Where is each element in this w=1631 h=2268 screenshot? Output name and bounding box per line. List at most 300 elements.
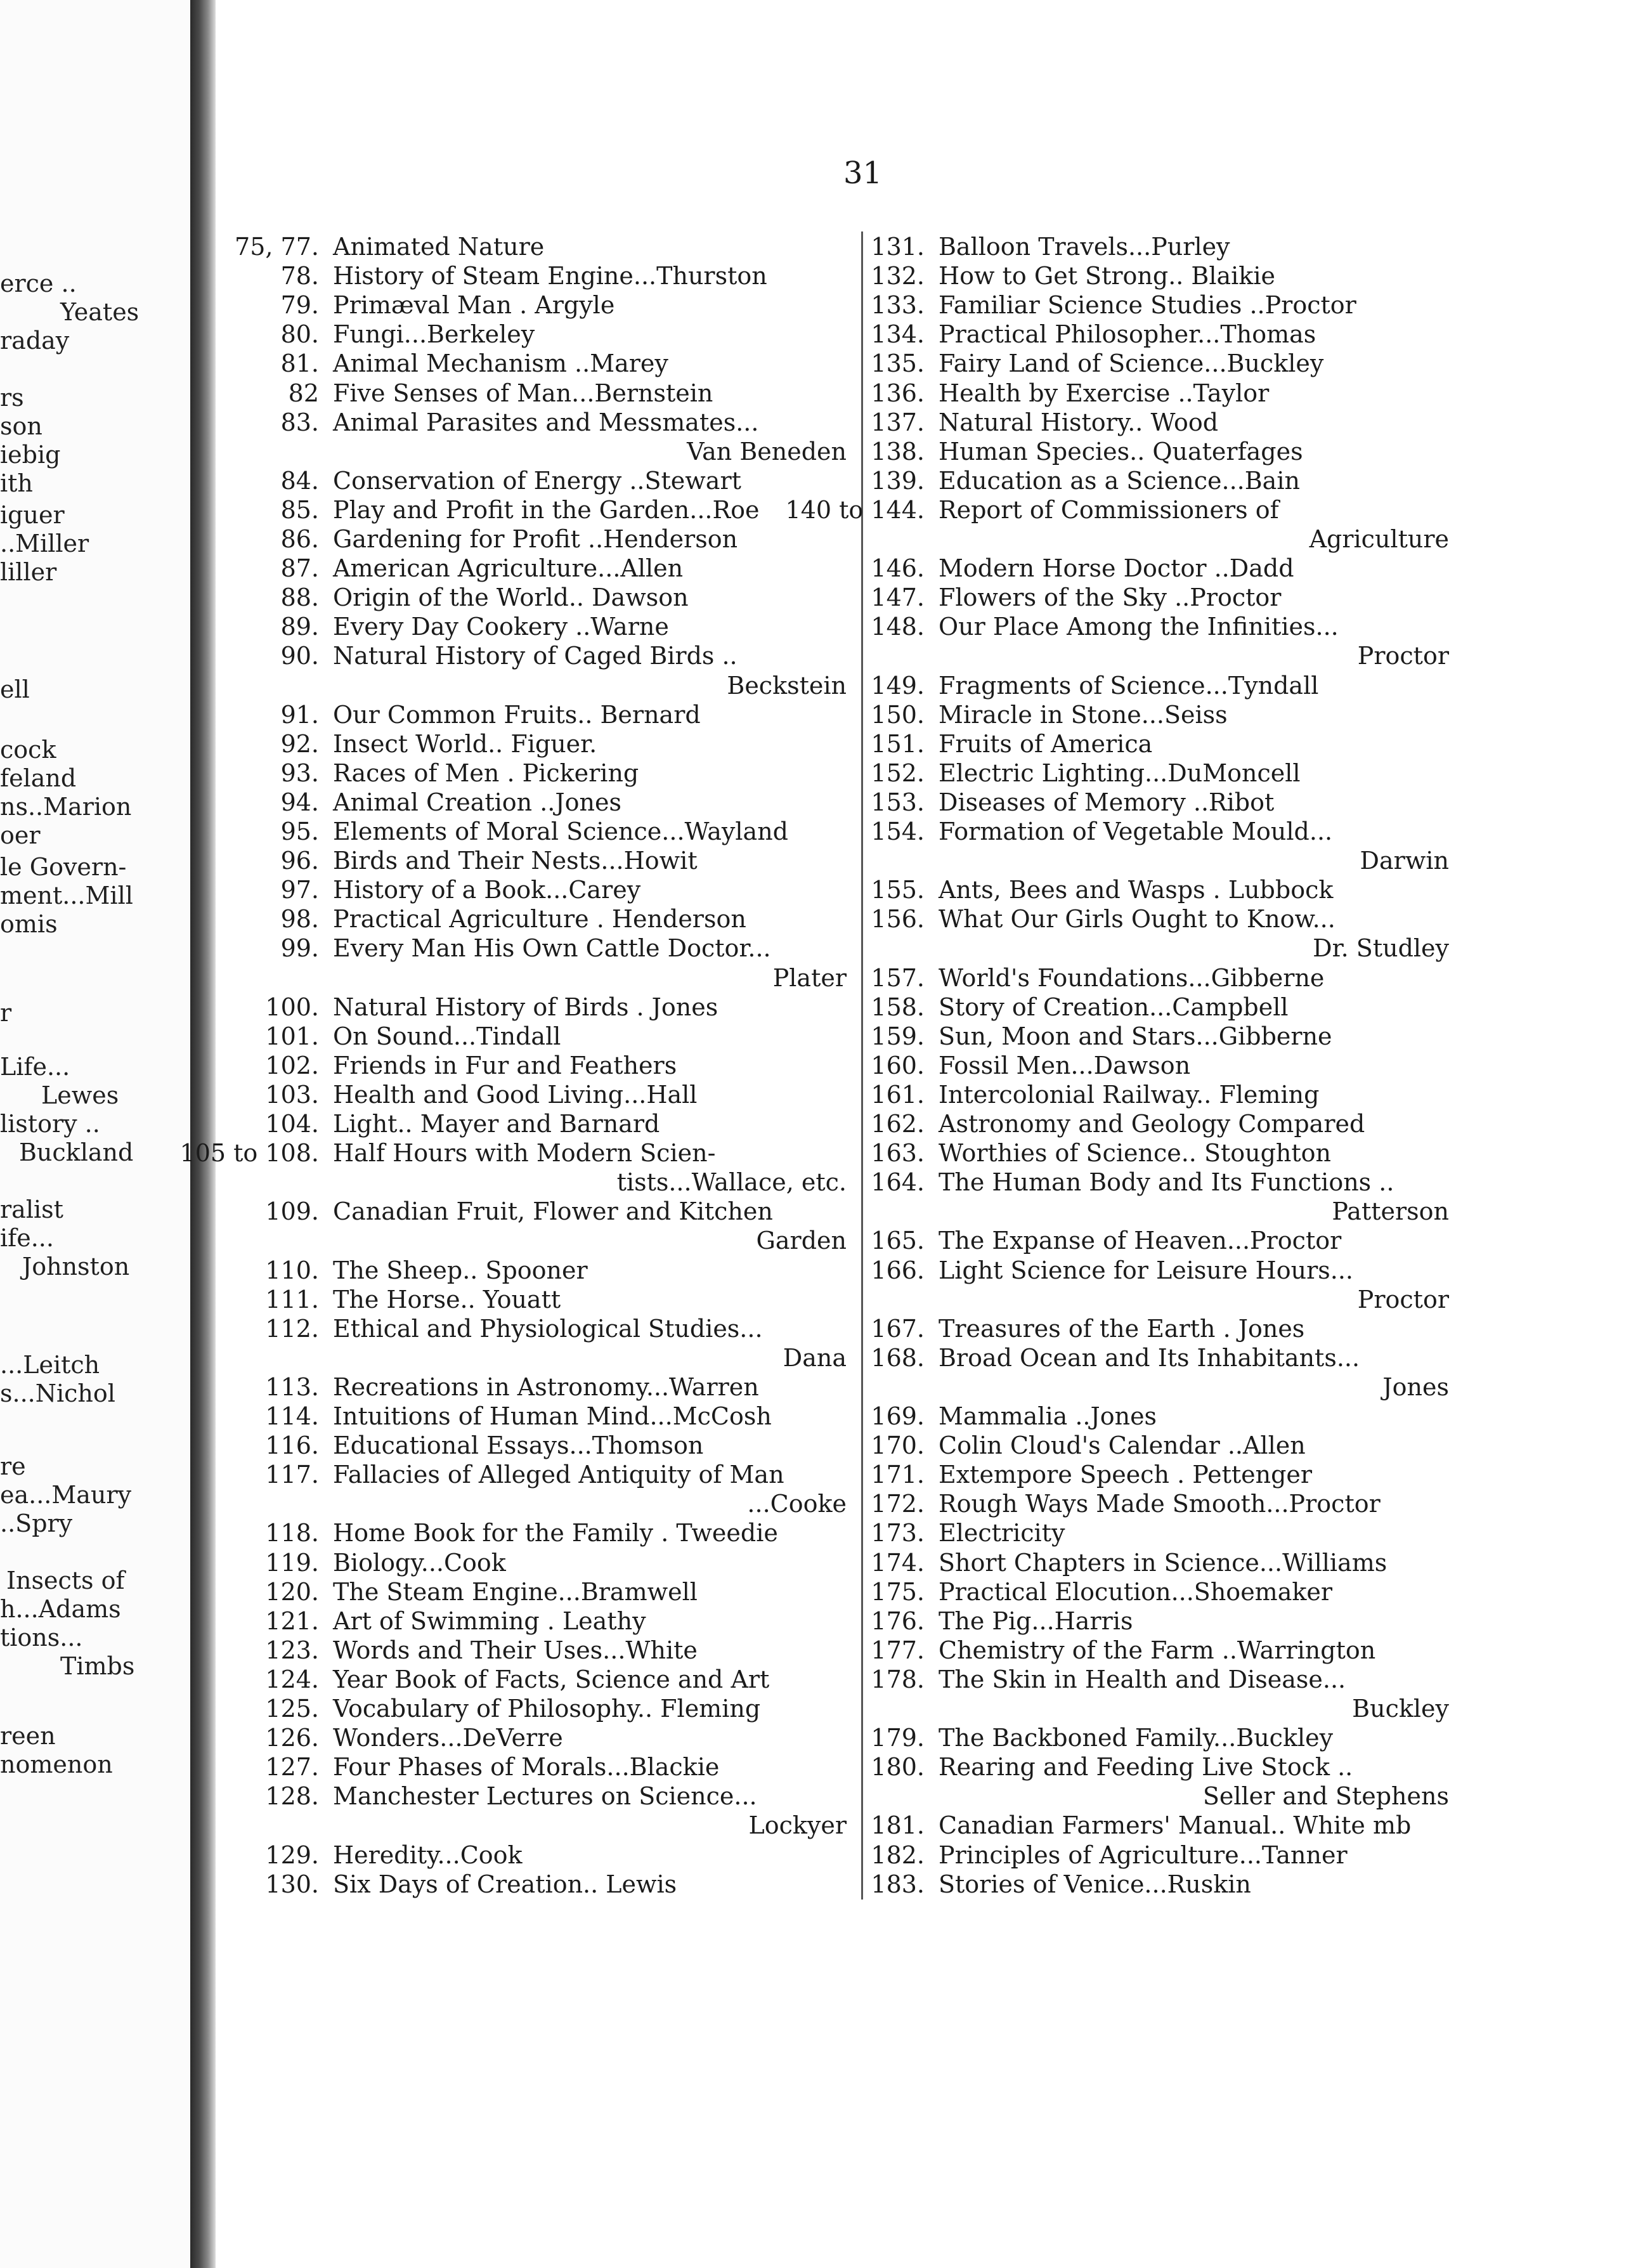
- catalogue-entry: [871, 1343, 1360, 1372]
- catalogue-entry: [280, 904, 746, 934]
- entry-number: 174.: [871, 1548, 925, 1577]
- catalogue-entry: [265, 1870, 677, 1899]
- entry-title: Manchester Lectures on Science...: [333, 1782, 757, 1811]
- entry-author-continuation: ...Cooke: [747, 1490, 847, 1518]
- entry-title: Health and Good Living...Hall: [333, 1080, 698, 1109]
- previous-page-text: ns..Marion: [0, 793, 132, 821]
- entry-author-continuation: Jones: [1382, 1372, 1449, 1401]
- entry-number: 180.: [871, 1753, 925, 1782]
- entry-number: 78.: [280, 262, 319, 290]
- previous-page-text: ..Miller: [0, 530, 89, 557]
- previous-page-text: s...Nichol: [0, 1379, 115, 1407]
- entry-title: History of a Book...Carey: [333, 876, 641, 904]
- catalogue-entry: [265, 1460, 784, 1489]
- entry-author-continuation: tists...Wallace, etc.: [616, 1168, 847, 1197]
- catalogue-entry: [280, 846, 698, 875]
- previous-page-text: listory ..: [0, 1110, 100, 1138]
- catalogue-entry: [280, 320, 535, 349]
- catalogue-entry: [871, 1109, 1365, 1138]
- entry-title: Origin of the World.. Dawson: [333, 583, 689, 612]
- entry-number: 163.: [871, 1139, 925, 1168]
- catalogue-entry: [871, 1752, 1353, 1782]
- previous-page-text: son: [0, 412, 42, 440]
- catalogue-entry: [280, 408, 759, 437]
- entry-number: 179.: [871, 1724, 925, 1752]
- previous-page-text: ife...: [0, 1224, 54, 1252]
- catalogue-entry: [871, 1168, 1394, 1197]
- entry-number: 134.: [871, 320, 925, 349]
- entry-title: Races of Men . Pickering: [333, 759, 639, 787]
- previous-page-text: tions...: [0, 1624, 83, 1652]
- entry-number: 125.: [265, 1695, 319, 1723]
- entry-title: Natural History of Caged Birds ..: [333, 642, 738, 670]
- previous-page-text: liller: [0, 558, 57, 586]
- previous-page-text: iguer: [0, 501, 65, 529]
- entry-number: 99.: [280, 934, 319, 963]
- catalogue-entry: [871, 554, 1294, 583]
- catalogue-entry: [265, 1080, 698, 1109]
- entry-number: 118.: [265, 1519, 319, 1548]
- entry-title: The Skin in Health and Disease...: [939, 1665, 1346, 1693]
- entry-number: 124.: [265, 1665, 319, 1693]
- entry-number: 116.: [265, 1431, 319, 1460]
- entry-title: Light.. Mayer and Barnard: [333, 1110, 660, 1138]
- entry-number: 119.: [265, 1548, 319, 1577]
- entry-title: Four Phases of Morals...Blackie: [333, 1753, 720, 1782]
- catalogue-entry: [265, 1051, 677, 1080]
- catalogue-entry: [265, 1841, 523, 1870]
- entry-title: Flowers of the Sky ..Proctor: [939, 583, 1282, 612]
- catalogue-entry: [265, 1197, 773, 1226]
- catalogue-entry: [871, 1870, 1251, 1899]
- entry-number: 111.: [265, 1285, 319, 1313]
- entry-number: 85.: [280, 495, 319, 524]
- catalogue-entry: [871, 1051, 1191, 1080]
- catalogue-entry: [280, 729, 597, 759]
- entry-title: Modern Horse Doctor ..Dadd: [939, 554, 1294, 583]
- entry-title: Every Day Cookery ..Warne: [333, 613, 669, 641]
- entry-title: Our Common Fruits.. Bernard: [333, 700, 701, 729]
- entry-title: Fruits of America: [939, 729, 1153, 758]
- entry-number: 105 to 108.: [179, 1139, 319, 1168]
- catalogue-entry: [871, 379, 1270, 408]
- entry-number: 92.: [280, 729, 319, 758]
- catalogue-entry: [280, 290, 615, 320]
- entry-number: 152.: [871, 759, 925, 787]
- entry-title: Six Days of Creation.. Lewis: [333, 1870, 677, 1898]
- catalogue-entry: [871, 1080, 1320, 1109]
- entry-title: The Sheep.. Spooner: [333, 1256, 588, 1284]
- catalogue-entry: [871, 320, 1316, 349]
- entry-title: Primæval Man . Argyle: [333, 291, 615, 320]
- previous-page-text: Lewes: [41, 1081, 119, 1109]
- entry-number: 109.: [265, 1197, 319, 1226]
- entry-number: 155.: [871, 876, 925, 904]
- catalogue-entry: [265, 1022, 561, 1051]
- page-number: 31: [843, 155, 883, 191]
- entry-author-continuation: Seller and Stephens: [1202, 1782, 1449, 1811]
- entry-title: Natural History.. Wood: [939, 408, 1219, 436]
- entry-number: 120.: [265, 1577, 319, 1606]
- previous-page-text: ea...Maury: [0, 1481, 132, 1509]
- catalogue-entry: [280, 641, 738, 670]
- entry-title: Year Book of Facts, Science and Art: [333, 1665, 770, 1693]
- catalogue-entry: [871, 817, 1333, 846]
- entry-title: Story of Creation...Campbell: [939, 993, 1289, 1021]
- catalogue-entry: [871, 1402, 1157, 1431]
- catalogue-entry: [871, 993, 1289, 1022]
- entry-number: 172.: [871, 1490, 925, 1518]
- entry-number: 93.: [280, 759, 319, 787]
- entry-title: The Expanse of Heaven...Proctor: [939, 1227, 1342, 1255]
- catalogue-entry: [871, 1636, 1376, 1665]
- previous-page-text: nomenon: [0, 1750, 113, 1778]
- entry-number: 103.: [265, 1080, 319, 1109]
- entry-title: Fossil Men...Dawson: [939, 1051, 1191, 1079]
- entry-number: 121.: [265, 1606, 319, 1635]
- catalogue-entry: [871, 1723, 1334, 1752]
- catalogue-entry: [871, 729, 1153, 759]
- catalogue-entry: [179, 1138, 716, 1168]
- previous-page-text: r: [0, 999, 12, 1027]
- entry-title: Play and Profit in the Garden...Roe: [333, 495, 760, 524]
- catalogue-entry: [265, 1723, 563, 1752]
- catalogue-entry: [265, 1256, 588, 1285]
- entry-author-continuation: Dr. Studley: [1313, 934, 1449, 963]
- entry-number: 177.: [871, 1636, 925, 1664]
- catalogue-entry: [871, 759, 1301, 788]
- entry-title: Familiar Science Studies ..Proctor: [939, 291, 1356, 320]
- entry-author-continuation: Van Beneden: [687, 437, 847, 466]
- entry-number: 140 to 144.: [785, 495, 925, 524]
- entry-number: 175.: [871, 1577, 925, 1606]
- previous-page-text: h...Adams: [0, 1595, 121, 1623]
- entry-number: 181.: [871, 1811, 925, 1840]
- entry-number: 123.: [265, 1636, 319, 1664]
- catalogue-entry: [265, 1577, 698, 1606]
- catalogue-entry: [265, 993, 718, 1022]
- entry-title: Principles of Agriculture...Tanner: [939, 1841, 1348, 1869]
- catalogue-entry: [871, 904, 1335, 934]
- entry-number: 127.: [265, 1753, 319, 1782]
- entry-number: 104.: [265, 1110, 319, 1138]
- entry-title: Intercolonial Railway.. Fleming: [939, 1080, 1320, 1109]
- catalogue-entry: [235, 232, 545, 261]
- catalogue-entry: [871, 1138, 1332, 1168]
- catalogue-entry: [280, 759, 639, 788]
- entry-title: World's Foundations...Gibberne: [939, 963, 1325, 992]
- entry-number: 88.: [280, 583, 319, 612]
- catalogue-entry: [871, 1226, 1342, 1255]
- previous-page-text: Life...: [0, 1053, 70, 1081]
- previous-page-text: oer: [0, 821, 41, 849]
- entry-title: Educational Essays...Thomson: [333, 1431, 704, 1460]
- entry-number: 135.: [871, 349, 925, 378]
- entry-title: Mammalia ..Jones: [939, 1402, 1157, 1430]
- entry-number: 114.: [265, 1402, 319, 1430]
- entry-number: 98.: [280, 905, 319, 934]
- entry-number: 157.: [871, 963, 925, 992]
- previous-page-text: ment...Mill: [0, 882, 133, 909]
- entry-title: Heredity...Cook: [333, 1841, 523, 1869]
- entry-title: The Pig...Harris: [939, 1606, 1133, 1635]
- entry-title: Short Chapters in Science...Williams: [939, 1548, 1387, 1577]
- entry-number: 126.: [265, 1724, 319, 1752]
- catalogue-entry: [265, 1665, 770, 1694]
- entry-number: 86.: [280, 525, 319, 553]
- entry-title: Electric Lighting...DuMoncell: [939, 759, 1301, 787]
- previous-page-text: ell: [0, 675, 30, 703]
- catalogue-entry: [265, 1752, 720, 1782]
- entry-title: Elements of Moral Science...Wayland: [333, 818, 789, 845]
- entry-title: How to Get Strong.. Blaikie: [939, 262, 1275, 290]
- entry-title: Miracle in Stone...Seiss: [939, 700, 1228, 729]
- entry-title: Light Science for Leisure Hours...: [939, 1256, 1353, 1284]
- catalogue-entry: [280, 817, 789, 846]
- entry-title: Birds and Their Nests...Howit: [333, 847, 698, 875]
- entry-title: Animated Nature: [333, 233, 545, 261]
- catalogue-entry: [871, 408, 1219, 437]
- entry-number: 182.: [871, 1841, 925, 1869]
- previous-page-text: cock: [0, 736, 56, 764]
- entry-title: Chemistry of the Farm ..Warrington: [939, 1636, 1376, 1664]
- entry-number: 159.: [871, 1022, 925, 1050]
- entry-number: 100.: [265, 993, 319, 1021]
- entry-title: Practical Elocution...Shoemaker: [939, 1577, 1333, 1606]
- previous-page-fragment: [0, 0, 190, 2268]
- entry-title: The Steam Engine...Bramwell: [333, 1577, 698, 1606]
- entry-number: 87.: [280, 554, 319, 583]
- catalogue-entry: [871, 1548, 1387, 1577]
- entry-number: 136.: [871, 379, 925, 407]
- entry-title: Worthies of Science.. Stoughton: [939, 1139, 1332, 1168]
- entry-title: Practical Agriculture . Henderson: [333, 905, 746, 934]
- entry-author-continuation: Buckley: [1352, 1695, 1449, 1723]
- catalogue-entry: [280, 612, 669, 641]
- catalogue-entry: [871, 349, 1324, 378]
- catalogue-entry: [280, 261, 767, 290]
- entry-title: The Backboned Family...Buckley: [939, 1724, 1334, 1752]
- previous-page-text: ...Leitch: [0, 1351, 100, 1379]
- entry-title: Electricity: [939, 1519, 1065, 1548]
- entry-number: 83.: [280, 408, 319, 436]
- catalogue-entry: [265, 1372, 759, 1402]
- entry-number: 94.: [280, 788, 319, 816]
- entry-title: Fallacies of Alleged Antiquity of Man: [333, 1461, 784, 1489]
- entry-title: Gardening for Profit ..Henderson: [333, 525, 738, 553]
- catalogue-entry: [871, 290, 1356, 320]
- entry-author-continuation: Proctor: [1357, 642, 1449, 670]
- catalogue-entry: [871, 1811, 1412, 1840]
- entry-number: 102.: [265, 1051, 319, 1079]
- entry-number: 75, 77.: [235, 233, 319, 261]
- entry-title: Animal Creation ..Jones: [333, 788, 621, 816]
- catalogue-entry: [871, 437, 1303, 466]
- catalogue-entry: [280, 554, 684, 583]
- previous-page-text: reen: [0, 1722, 56, 1750]
- entry-number: 162.: [871, 1110, 925, 1138]
- entry-number: 132.: [871, 262, 925, 290]
- entry-number: 113.: [265, 1372, 319, 1401]
- catalogue-entry: [871, 612, 1339, 641]
- catalogue-entry: [265, 1285, 561, 1314]
- previous-page-text: feland: [0, 764, 77, 792]
- entry-number: 168.: [871, 1343, 925, 1372]
- entry-number: 84.: [280, 466, 319, 495]
- entry-number: 169.: [871, 1402, 925, 1430]
- entry-author-continuation: Plater: [772, 963, 847, 992]
- entry-number: 101.: [265, 1022, 319, 1050]
- entry-number: 131.: [871, 233, 925, 261]
- catalogue-entry: [280, 495, 760, 525]
- entry-number: 90.: [280, 642, 319, 670]
- entry-number: 160.: [871, 1051, 925, 1079]
- entry-title: Human Species.. Quaterfages: [939, 437, 1303, 466]
- catalogue-entry: [871, 1460, 1313, 1489]
- catalogue-entry: [871, 671, 1319, 700]
- entry-title: Art of Swimming . Leathy: [333, 1606, 646, 1635]
- entry-title: Ants, Bees and Wasps . Lubbock: [939, 876, 1334, 904]
- page-gutter-shadow: [190, 0, 216, 2268]
- entry-title: Formation of Vegetable Mould...: [939, 818, 1333, 845]
- entry-title: Education as a Science...Bain: [939, 466, 1300, 495]
- entry-author-continuation: Darwin: [1360, 847, 1449, 875]
- entry-number: 170.: [871, 1431, 925, 1460]
- catalogue-entry: [265, 1694, 761, 1723]
- entry-title: Our Place Among the Infinities...: [939, 613, 1339, 641]
- entry-title: Conservation of Energy ..Stewart: [333, 466, 741, 495]
- catalogue-entry: [871, 261, 1275, 290]
- entry-number: 178.: [871, 1665, 925, 1693]
- catalogue-entry: [871, 700, 1228, 729]
- catalogue-entry: [265, 1606, 646, 1636]
- entry-title: Health by Exercise ..Taylor: [939, 379, 1270, 407]
- entry-number: 154.: [871, 818, 925, 845]
- entry-number: 80.: [280, 320, 319, 349]
- previous-page-text: Yeates: [60, 298, 140, 326]
- catalogue-entry: [280, 875, 641, 904]
- catalogue-entry: [871, 963, 1325, 993]
- entry-number: 148.: [871, 613, 925, 641]
- entry-number: 166.: [871, 1256, 925, 1284]
- entry-title: Ethical and Physiological Studies...: [333, 1314, 763, 1343]
- previous-page-text: erce ..: [0, 270, 77, 297]
- previous-page-text: iebig: [0, 441, 61, 469]
- entry-number: 151.: [871, 729, 925, 758]
- entry-title: Fungi...Berkeley: [333, 320, 535, 349]
- entry-number: 128.: [265, 1782, 319, 1811]
- entry-title: Report of Commissioners of: [939, 495, 1279, 524]
- entry-number: 133.: [871, 291, 925, 320]
- entry-number: 139.: [871, 466, 925, 495]
- previous-page-text: Timbs: [60, 1652, 135, 1680]
- entry-number: 153.: [871, 788, 925, 816]
- entry-title: History of Steam Engine...Thurston: [333, 262, 767, 290]
- catalogue-entry: [265, 1636, 698, 1665]
- entry-title: Rearing and Feeding Live Stock ..: [939, 1753, 1353, 1782]
- entry-title: Friends in Fur and Feathers: [333, 1051, 677, 1079]
- entry-number: 95.: [280, 818, 319, 845]
- entry-title: On Sound...Tindall: [333, 1022, 561, 1050]
- catalogue-entry: [280, 788, 621, 817]
- catalogue-entry: [265, 1314, 763, 1343]
- entry-title: Sun, Moon and Stars...Gibberne: [939, 1022, 1332, 1050]
- entry-title: Fragments of Science...Tyndall: [939, 671, 1319, 700]
- previous-page-text: rs: [0, 384, 24, 412]
- column-divider: [861, 231, 863, 1900]
- catalogue-entry: [280, 466, 741, 495]
- entry-title: Natural History of Birds . Jones: [333, 993, 718, 1021]
- catalogue-entry: [871, 1314, 1305, 1343]
- entry-number: 117.: [265, 1461, 319, 1489]
- entry-title: Biology...Cook: [333, 1548, 506, 1577]
- entry-number: 89.: [280, 613, 319, 641]
- previous-page-text: ralist: [0, 1196, 63, 1223]
- catalogue-entry: [265, 1109, 660, 1138]
- entry-title: Animal Mechanism ..Marey: [333, 349, 668, 378]
- entry-title: What Our Girls Ought to Know...: [939, 905, 1335, 934]
- entry-title: Half Hours with Modern Scien-: [333, 1139, 716, 1168]
- previous-page-text: omis: [0, 910, 58, 938]
- catalogue-entry: [265, 1518, 778, 1548]
- entry-number: 138.: [871, 437, 925, 466]
- previous-page-text: re: [0, 1452, 26, 1480]
- entry-title: Extempore Speech . Pettenger: [939, 1461, 1313, 1489]
- entry-title: Stories of Venice...Ruskin: [939, 1870, 1251, 1898]
- catalogue-entry: [871, 466, 1300, 495]
- catalogue-entry: [265, 1402, 772, 1431]
- entry-author-continuation: Lockyer: [748, 1811, 847, 1840]
- catalogue-entry: [871, 1022, 1332, 1051]
- catalogue-entry: [265, 1431, 704, 1460]
- entry-title: Canadian Fruit, Flower and Kitchen: [333, 1197, 773, 1226]
- catalogue-entry: [288, 379, 713, 408]
- entry-author-continuation: Patterson: [1332, 1197, 1449, 1226]
- entry-number: 150.: [871, 700, 925, 729]
- catalogue-entry: [871, 1431, 1306, 1460]
- entry-number: 91.: [280, 700, 319, 729]
- catalogue-entry: [871, 1489, 1381, 1518]
- entry-title: The Human Body and Its Functions ..: [939, 1168, 1394, 1197]
- entry-title: Diseases of Memory ..Ribot: [939, 788, 1275, 816]
- catalogue-entry: [280, 583, 689, 612]
- catalogue-entry: [871, 1841, 1348, 1870]
- previous-page-text: ..Spry: [0, 1509, 73, 1537]
- entry-title: Balloon Travels...Purley: [939, 233, 1230, 261]
- entry-number: 146.: [871, 554, 925, 583]
- entry-title: Rough Ways Made Smooth...Proctor: [939, 1490, 1381, 1518]
- entry-number: 137.: [871, 408, 925, 436]
- catalogue-entry: [871, 1577, 1333, 1606]
- entry-number: 129.: [265, 1841, 319, 1869]
- previous-page-text: Buckland: [19, 1138, 134, 1166]
- previous-page-text: Insects of: [6, 1567, 125, 1594]
- entry-number: 97.: [280, 876, 319, 904]
- entry-number: 164.: [871, 1168, 925, 1197]
- entry-number: 183.: [871, 1870, 925, 1898]
- previous-page-text: Johnston: [22, 1253, 130, 1281]
- catalogue-entry: [871, 1518, 1065, 1548]
- entry-number: 147.: [871, 583, 925, 612]
- entry-title: Colin Cloud's Calendar ..Allen: [939, 1431, 1306, 1460]
- catalogue-entry: [785, 495, 1279, 525]
- entry-number: 149.: [871, 671, 925, 700]
- catalogue-entry: [871, 1665, 1346, 1694]
- catalogue-entry: [280, 934, 771, 963]
- entry-title: Astronomy and Geology Compared: [939, 1110, 1365, 1138]
- catalogue-entry: [280, 700, 701, 729]
- entry-title: Wonders...DeVerre: [333, 1724, 563, 1752]
